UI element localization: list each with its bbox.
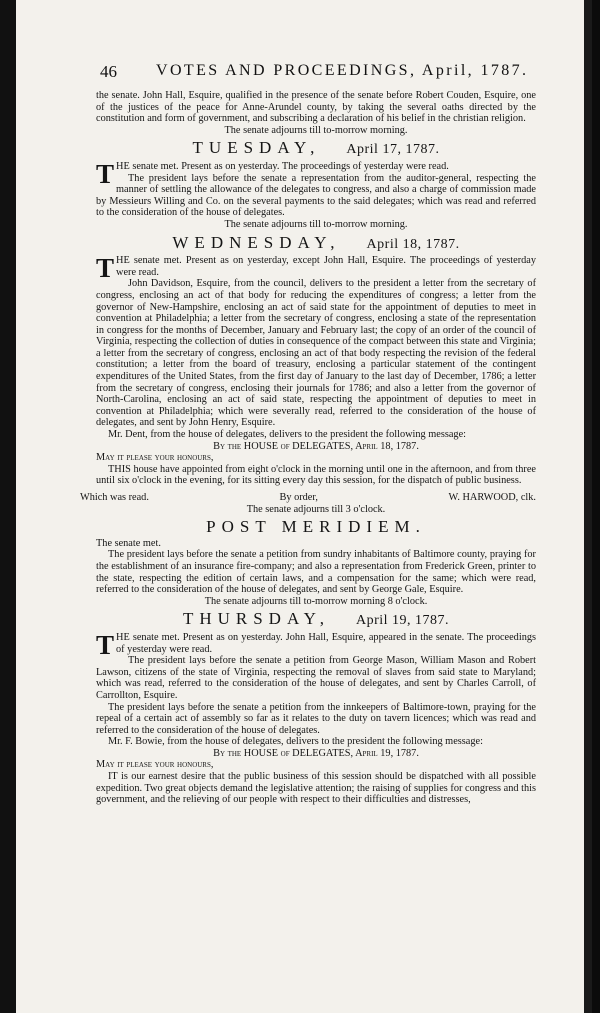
post-meridiem-p2: The president lays before the senate a petition from sundry inhabitants of Baltimore county, praying for the establishment of an insurance fire-company; and also a representation from Frederick Green, printer to the state, respecting the edition of certain laws, and a compensation for the same; which were read, referred to the consideration of the house of delegates, and sent by George Gale, Esquire.: [96, 549, 536, 596]
wednesday-section: [80, 253, 536, 515]
wednesday-signature-row: [80, 492, 536, 504]
post-meridiem-p1: The senate met.: [96, 537, 161, 549]
wednesday-date: April 18, 1787.: [366, 236, 460, 252]
wednesday-salutation: May it please your honours,: [96, 452, 214, 464]
wednesday-p2: John Davidson, Esquire, from the council, delivers to the president a letter from the secretary of congress, enclosing an act of that body for reducing the expenditures of congress; a letter from the governor of New-Hampshire, enclosing an act of said state for the appointment of deputies to meet in convention at Philadelphia; a letter from the secretary of congress, enclosing a state of the representation in congress for the months of December, January and February last; the copy of an order of the council of Virginia, respecting the collection of duties in consequence of the compact between this state and Virginia; a letter from the secretary of congress, enclosing an act of that body respecting the revision of the federal constitution; a letter from the board of treasury, enclosing a particular statement of the contingent expenditures of the United States, from the first day of January to the last day of December, 1786; a letter from the secretary of congress, enclosing their journals for 1786; and also a letter from the governor of North-Carolina, enclosing an act of said state, respecting the appointment of deputies to meet in convention at Philadelphia; which were severally read, referred to the consideration of the house of delegates, and sent by John Henry, Esquire.: [96, 278, 536, 429]
tuesday-heading: [96, 138, 536, 158]
tuesday-p1: HE senate met. Present as on yesterday. The proceedings of yesterday were read.: [116, 160, 449, 172]
thursday-message: IT is our earnest desire that the public business of this session should be dispatched with all possible expedition. Two great objects demand the legislative attention; the raising of supplies for congress and this government, and the relieving of our people with respect to their difficulties and distresses,: [96, 771, 536, 806]
tuesday-date: April 17, 1787.: [346, 142, 440, 158]
opening-paragraph: the senate. John Hall, Esquire, qualified in the presence of the senate before Robert Couden, Esquire, one of the justices of the peace for Anne-Arundel county, by taking the several oaths directed by the constitution and form of government, and subscribing a declaration of his belief in the christian religion.: [96, 90, 536, 125]
thursday-p4: Mr. F. Bowie, from the house of delegates, delivers to the president the following message:: [108, 736, 483, 748]
thursday-p2: The president lays before the senate a petition from George Mason, William Mason and Robert Lawson, citizens of the state of Virginia, respecting the removal of slaves from said state to Maryland; which was read, referred to the consideration of the house of delegates, and sent by Charles Carroll, of Carrollton, Esquire.: [96, 655, 536, 701]
thursday-p3: The president lays before the senate a petition from the innkeepers of Baltimore-town, praying for the repeal of a certain act of assembly so far as it relates to the duty on tavern licences; which was read and referred to the consideration of the house of delegates.: [96, 701, 536, 736]
tuesday-adjourn: The senate adjourns till to-morrow morning.: [224, 218, 408, 230]
thursday-drop-cap: T: [96, 629, 115, 660]
page-number: 46: [100, 62, 117, 81]
wednesday-day: WEDNESDAY,: [172, 232, 341, 252]
tuesday-p2: The president lays before the senate a representation from the auditor-general, respecting the manner of settling the allowance of the delegates to congress, and also a charge of commission made by Messieurs Willing and Co. on the several payments to the said delegates; which was read and referred to the consideration of the house of delegates.: [96, 172, 536, 219]
tuesday-drop-cap: T: [96, 158, 115, 189]
post-meridiem-heading: POST MERIDIEM.: [206, 517, 426, 537]
thursday-p1: HE senate met. Present as on yesterday. John Hall, Esquire, appeared in the senate. The proceedings of yesterday were read.: [116, 631, 536, 655]
scan-border-left: [0, 0, 16, 1013]
running-header: [100, 62, 540, 84]
by-order: By order,: [279, 492, 318, 503]
wednesday-p1: HE senate met. Present as on yesterday, except John Hall, Esquire. The proceedings of yesterday were read.: [116, 255, 536, 278]
thursday-day: THURSDAY,: [182, 609, 330, 629]
running-title: VOTES AND PROCEEDINGS, April, 1787.: [156, 62, 529, 79]
thursday-salutation: May it please your honours,: [96, 759, 214, 771]
thursday-heading: [96, 609, 536, 629]
wednesday-message: THIS house have appointed from eight o'clock in the morning until one in the afternoon, and from three until six o'clock in the evening, for its sitting every day this session, for the dispatch of public business.: [96, 463, 536, 487]
clerk-signature: W. HARWOOD, clk.: [448, 492, 536, 503]
wednesday-message-heading: By the HOUSE of DELEGATES, April 18, 1787.: [213, 440, 419, 452]
thursday-message-heading: By the HOUSE of DELEGATES, April 19, 1787.: [213, 747, 419, 759]
tuesday-section: [96, 158, 536, 231]
post-meridiem-adjourn: The senate adjourns till to-morrow morning 8 o'clock.: [204, 595, 428, 607]
wednesday-drop-cap: T: [96, 253, 115, 284]
wednesday-adjourn: The senate adjourns till 3 o'clock.: [246, 503, 386, 515]
thursday-section: [96, 629, 536, 806]
tuesday-day: TUESDAY,: [192, 138, 321, 158]
scan-border-right: [584, 0, 592, 1013]
wednesday-p3: Mr. Dent, from the house of delegates, delivers to the president the following message:: [108, 429, 467, 441]
which-was-read: Which was read.: [80, 492, 149, 503]
post-meridiem-section: [96, 538, 536, 608]
wednesday-heading: [96, 232, 536, 252]
page-body: [80, 90, 536, 806]
opening-adjourn: The senate adjourns till to-morrow morning.: [224, 124, 408, 136]
thursday-date: April 19, 1787.: [356, 613, 450, 629]
